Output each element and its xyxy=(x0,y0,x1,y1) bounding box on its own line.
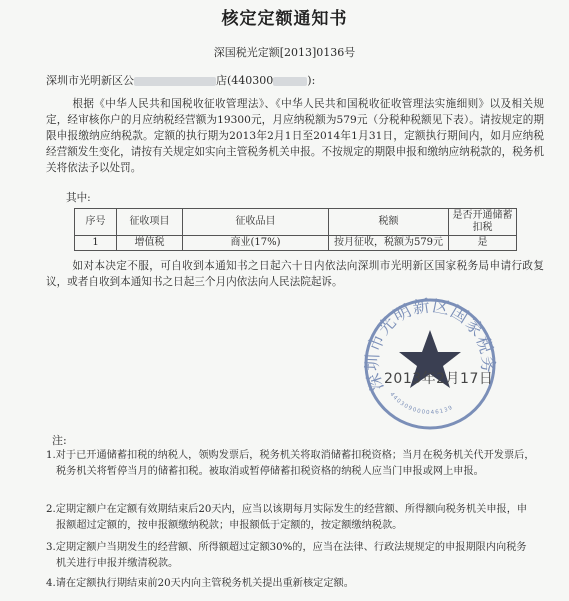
table-cell: 按月征收，税额为579元 xyxy=(329,236,449,251)
table-header-cell: 是否开通储蓄扣税 xyxy=(449,209,517,236)
recipient-line xyxy=(46,72,315,88)
table-header-cell: 序号 xyxy=(75,209,117,236)
redacted-smudge xyxy=(273,77,307,86)
document-number: 深国税光定额[2013]0136号 xyxy=(213,46,356,59)
table-header-cell: 税额 xyxy=(329,209,449,236)
recipient-suffix: ): xyxy=(307,74,316,87)
table-cell: 商业(17%) xyxy=(183,236,329,251)
seal-date: 2013年2月17日 xyxy=(384,371,494,387)
note-item: 4.请在定额执行期结束前20天内向主管税务机关提出重新核定定额。 xyxy=(46,578,354,589)
tax-table xyxy=(74,208,517,251)
appeal-paragraph xyxy=(46,258,544,290)
table-header-row xyxy=(75,209,517,236)
table-header-cell: 征收项目 xyxy=(117,209,183,236)
table-intro: 其中: xyxy=(66,192,91,204)
seal-text: 深圳市光明新区国家税务 xyxy=(362,296,498,394)
table-header-cell: 征收品目 xyxy=(183,209,329,236)
table-cell: 是 xyxy=(449,236,517,251)
note-item: 1.对于已开通储蓄扣税的纳税人，领购发票后，税务机关将取消储蓄扣税资格；当月在税务机关代开发票后，税务机关将暂停当月的储蓄扣税。被取消或暂停储蓄扣税资格的纳税人应当门申报或网上申报。 xyxy=(46,450,535,477)
table-cell: 增值税 xyxy=(117,236,183,251)
note-item: 2.定期定额户在定额有效期结束后20天内，应当以该期每月实际发生的经营额、所得额向税务机关申报，申报额超过定额的，按申报额缴纳税款；申报额低于定额的，按定额缴纳税款。 xyxy=(46,504,528,531)
recipient-fragment: 店(440300 xyxy=(216,74,274,87)
note-item: 3.定期定额户当期发生的经营额、所得额超过定额30%的，应当在法律、行政法规规定的申报期限内向税务机关进行申报并缴清税款。 xyxy=(46,542,527,569)
table-cell: 1 xyxy=(75,236,117,251)
notes-heading: 注: xyxy=(52,434,67,447)
main-paragraph xyxy=(46,96,544,176)
redacted-smudge xyxy=(134,77,216,86)
table-row xyxy=(75,236,517,251)
main-paragraph-text: 根据《中华人民共和国税收征收管理法》、《中华人民共和国税收征收管理法实施细则》以及相关规定，经审核你户的月应纳税经营额为19300元，月应纳税额为579元（分税种税额见下表）。请按规定的期限申报缴纳应纳税款。定额的执行期为2013年2月1日至2014年1月31日，定额执行期间内，如月应纳税经营额发生变化，请按有关规定如实向主管税务机关申报。不按规定的期限申报和缴纳应纳税款的，税务机关将依法予以处罚。 xyxy=(46,98,544,174)
official-seal xyxy=(360,292,500,432)
recipient-prefix: 深圳市光明新区公 xyxy=(46,74,134,87)
appeal-paragraph-text: 如对本决定不服，可自收到本通知书之日起六十日内依法向深圳市光明新区国家税务局申请行政复议，或者自收到本通知书之日起三个月内依法向人民法院起诉。 xyxy=(46,260,544,288)
document-title: 核定定额通知书 xyxy=(221,9,348,29)
seal-serial: 440309000046139 xyxy=(388,391,455,417)
